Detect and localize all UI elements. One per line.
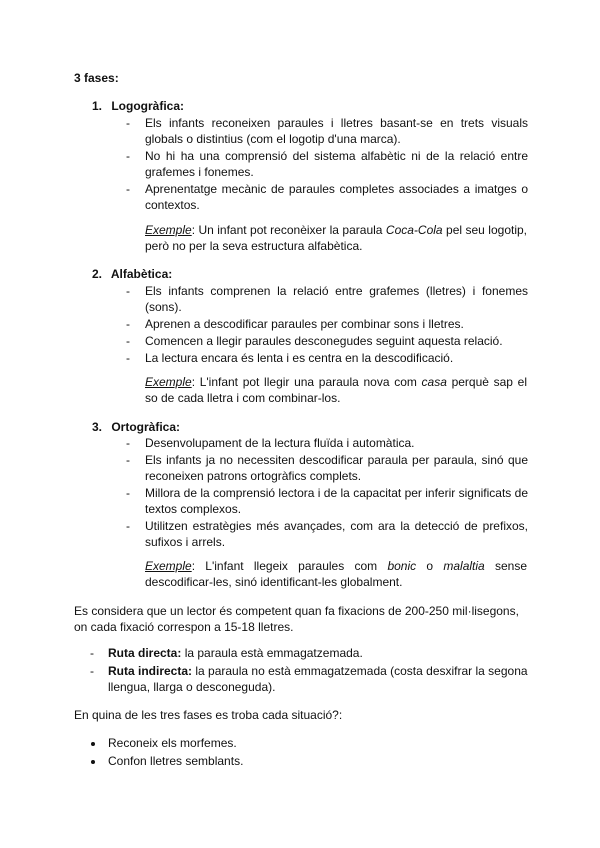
list-item: - Millora de la comprensió lectora i de la capacitat per inferir significats de textos complexos. (126, 486, 528, 516)
list-item: - Utilitzen estratègies més avançades, com ara la detecció de prefixos, sufixos i arrels. (126, 519, 528, 549)
phase-2-label: Alfabètica: (110, 267, 173, 281)
section-heading: 3 fases: (74, 71, 119, 85)
list-item: Reconeix els morfemes. (90, 735, 243, 751)
phase-3-number: 3. (92, 420, 103, 434)
situations-list (90, 735, 243, 771)
example-label: Exemple (145, 559, 192, 573)
phase-1-title (92, 98, 184, 114)
list-item: Confon lletres semblants. (90, 753, 243, 769)
list-item: - La lectura encara és lenta i es centra en la descodificació. (126, 351, 454, 365)
list-item: - Els infants comprenen la relació entre grafemes (lletres) i fonemes (sons). (126, 284, 528, 314)
route-indirect: - Ruta indirecta: la paraula no està emmagatzemada (costa desxifrar la segona llengua, llarga o desconeguda). (90, 664, 528, 694)
routes-list (90, 645, 530, 697)
bullet-icon (91, 742, 95, 746)
phase-3-label: Ortogràfica: (111, 420, 181, 434)
competent-reader-paragraph: Es considera que un lector és competent quan fa fixacions de 200-250 mil·lisegons, on cada fixació correspon a 15-18 lletres. (74, 604, 519, 634)
phase-2-example: Exemple: L'infant pot llegir una paraula nova com casa perquè sap el so de cada lletra i com combinar-los. (145, 375, 527, 405)
phase-3-example: Exemple: L'infant llegeix paraules com bonic o malaltia sense descodificar-les, sinó identificant-les globalment. (145, 559, 528, 589)
list-item: - Aprenen a descodificar paraules per combinar sons i lletres. (126, 317, 464, 331)
route-direct: - Ruta directa: la paraula està emmagatzemada. (90, 646, 363, 660)
phase-1-label: Logogràfica: (111, 99, 185, 113)
bullet-icon (91, 760, 95, 764)
phase-3-bullets (126, 435, 528, 551)
question: En quina de les tres fases es troba cada situació?: (74, 708, 343, 722)
phase-2-number: 2. (92, 267, 103, 281)
phase-2-title (92, 266, 172, 282)
phase-2-bullets (126, 283, 528, 367)
phase-3-title (92, 419, 180, 435)
list-item: - Els infants reconeixen paraules i lletres basant-se en trets visuals globals o distintius (com el logotip d'una marca). (126, 116, 528, 146)
list-item: - Desenvolupament de la lectura fluïda i automàtica. (126, 436, 415, 450)
phase-1-bullets (126, 115, 528, 214)
list-item: - Els infants ja no necessiten descodificar paraula per paraula, sinó que reconeixen patrons ortogràfics complets. (126, 453, 528, 483)
list-item: - No hi ha una comprensió del sistema alfabètic ni de la relació entre grafemes i fonemes. (126, 149, 528, 179)
list-item: - Comencen a llegir paraules desconegudes seguint aquesta relació. (126, 334, 503, 348)
list-item: - Aprenentatge mecànic de paraules completes associades a imatges o contextos. (126, 182, 528, 212)
example-label: Exemple (145, 375, 192, 389)
example-label: Exemple (145, 223, 192, 237)
phase-1-number: 1. (92, 99, 103, 113)
phase-1-example: Exemple: Un infant pot reconèixer la paraula Coca-Cola pel seu logotip, però no per la seva estructura alfabètica. (145, 223, 527, 253)
